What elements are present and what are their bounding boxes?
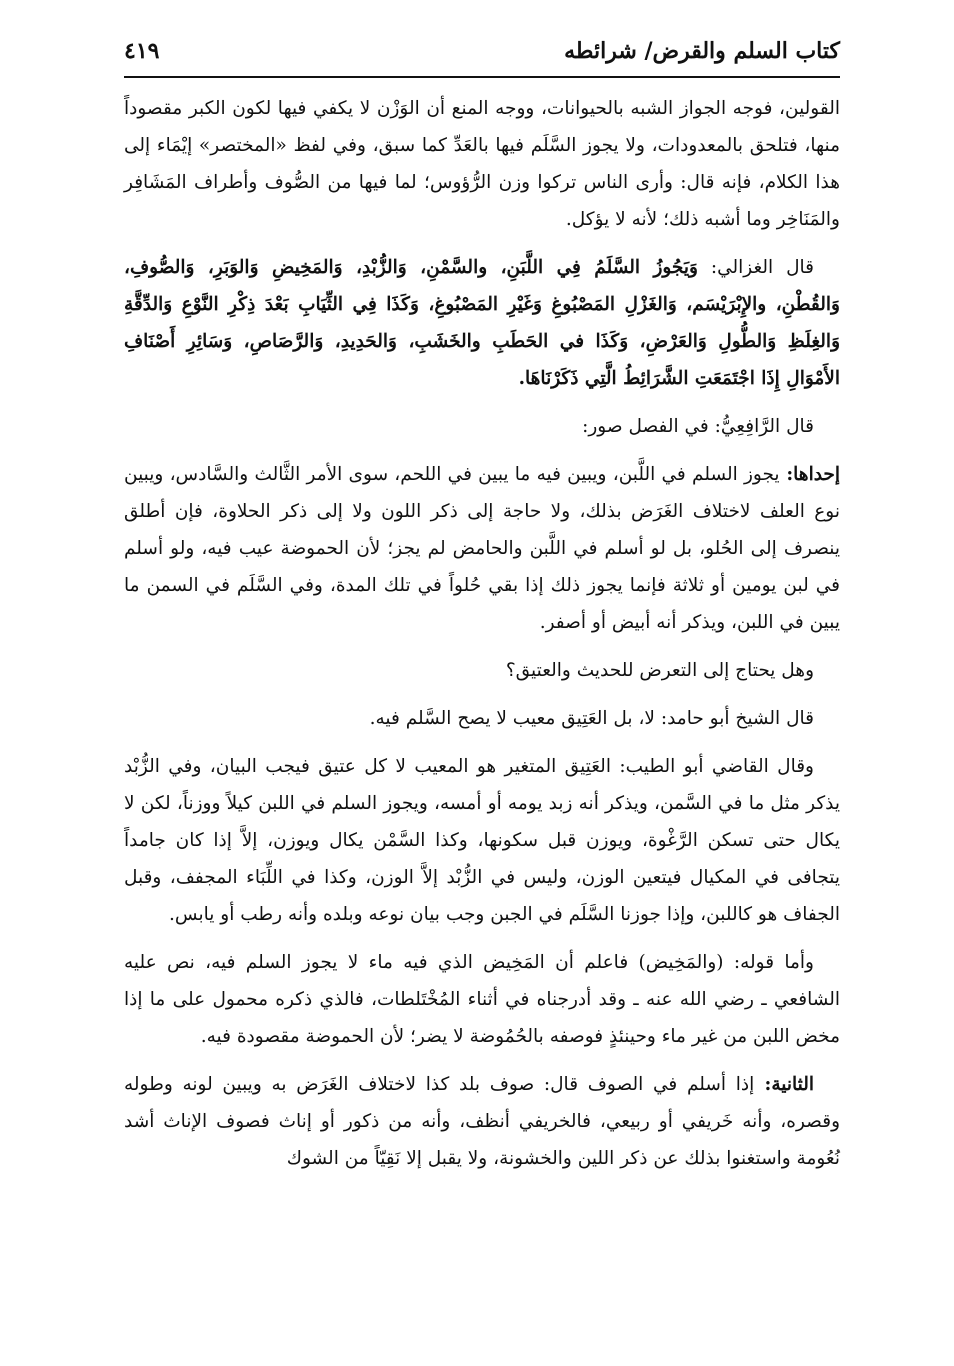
paragraph-abu-tayyib: وقال القاضي أبو الطيب: العَتِيق المتغير هو المعيب لا كل عتيق فيجب البيان، وفي الزُّبْد يذكر مثل ما في السَّمن، ويذكر أنه زبد يومه أو أمسه، ويجوز السلم في اللبن كيلاً ووزناً، لكن لا يكال حتى تسكن الرَّغْوة، ويوزن قبل سكونها، وكذا السَّمْن يكال ويوزن، إلاَّ إذا كان جامداً يتجافى في المكيال فيتعين الوزن، وليس في الزُّبْد إلاَّ الوزن، وكذا في اللِّبَاء المجفف، وقبل الجفاف هو كاللبن، وإذا جوزنا السَّلَم في الجبن وجب بيان نوعه وبلده وأنه رطب أو يابس. [124,756,840,925]
paragraph-second-case: الثانية: إذا أسلم في الصوف قال: صوف بلد كذا لاختلاف الغَرَض به ويبين لونه وطوله وقصره، وأنه خَريفي أو ربيعي، فالخريفي أنظف، وأنه من ذكور أو إناث فصوف الإناث أشد نُعُومة واستغنوا بذلك عن ذكر اللين والخشونة، ولا يقبل إلا نَقِيّاً من الشوك [124,1074,841,1169]
document-page [124,30,840,1340]
paragraph-ghazali-matn [124,249,840,397]
paragraph-first-case: إحداها: يجوز السلم في اللَّبن، ويبين فيه ما يبين في اللحم، سوى الأمر الثَّالث والسَّادس، ويبين نوع العلف لاختلاف الغَرَض بذلك، ولا حاجة إلى ذكر اللون ولا إلى ذكر الحلاوة، فإن أطلق ينصرف إلى الحُلو، بل لو أسلم في اللَّبن والحامض لم يجز؛ لأن الحموضة عيب فيه، ولو أسلم في لبن يومين أو ثلاثة فإنما يجوز ذلك إذا بقي حُلواً في تلك المدة، وفي السَّلَم في السمن ما يبين في اللبن، ويذكر أنه أبيض أو أصفر. [124,464,840,633]
lead-ghazali: قال الغزالي: [697,257,814,278]
paragraph-makhid: وأما قوله: (والمَخِيض) فاعلم أن المَخِيض الذي فيه ماء لا يجوز السلم فيه، نص عليه الشافعي ـ رضي الله عنه ـ وقد أدرجناه في أثناء المُخْتَلطات، فالذي ذكره محمول على ما إذا مخض اللبن من غير ماء وحينئذٍ فوصفه بالحُمُوضة لا يضر؛ لأن الحموضة مقصودة فيه. [124,952,840,1047]
paragraph-question: وهل يحتاج إلى التعرض للحديث والعتيق؟ [505,660,814,681]
page-header [124,30,840,78]
running-title: كتاب السلم والقرض/ شرائطه [564,38,840,64]
lead-second-case: الثانية: [754,1074,815,1095]
paragraph-abu-hamid: قال الشيخ أبو حامد: لا، بل العَتِيق معيب لا يصح السَّلم فيه. [369,708,814,729]
page-number: ٤١٩ [124,38,160,64]
matn-text: وَيَجُوزُ السَّلَمُ فِي اللَّبَنِ، والسَّمْنِ، وَالزُّبْدِ، وَالمَخِيضِ وَالوَبَرِ، وَالصُّوفِ، وَالقُطْنِ، والإِبْرَيْسَم، وَالغَزْلِ المَصْبُوغِ وَغَيْرِ المَصْبُوغِ، وَكَذَا فِي الثِّيَابِ بَعْدَ ذِكْرِ النَّوْعِ وَالدِّقَّةِ وَالغِلَظِ وَالطُّولِ وَالعَرْضِ، وَكَذَا في الحَطَبِ والخَشَبِ، وَالحَدِيدِ، وَالرَّصَاصِ، وَسَائِرِ أَصْنَافِ الأَمْوَالِ إِذَا اجْتَمَعَتِ الشَّرَائِطُ الَّتِي ذَكَرْنَاهَا. [124,257,840,389]
body-text [124,90,840,1177]
paragraph-1: القولين، فوجه الجواز الشبه بالحيوانات، ووجه المنع أن الوَزْن لا يكفي فيها لكون الكبر مقصوداً منها، فتلحق بالمعدودات، ولا يجوز السَّلَم فيها بالعَدِّ كما سبق، وفي لفظ «المختصر» إيْمَاء إلى هذا الكلام، فإنه قال: وأرى الناس تركوا وزن الرُّؤوس؛ لما فيها من الصُّوف وأطراف المَشَافِر والمَنَاخِر وما أشبه ذلك؛ لأنه لا يؤكل. [124,98,840,230]
lead-first-case: إحداها: [779,464,840,485]
paragraph-rafii: قال الرَّافِعِيُّ: في الفصل صور: [582,416,814,437]
